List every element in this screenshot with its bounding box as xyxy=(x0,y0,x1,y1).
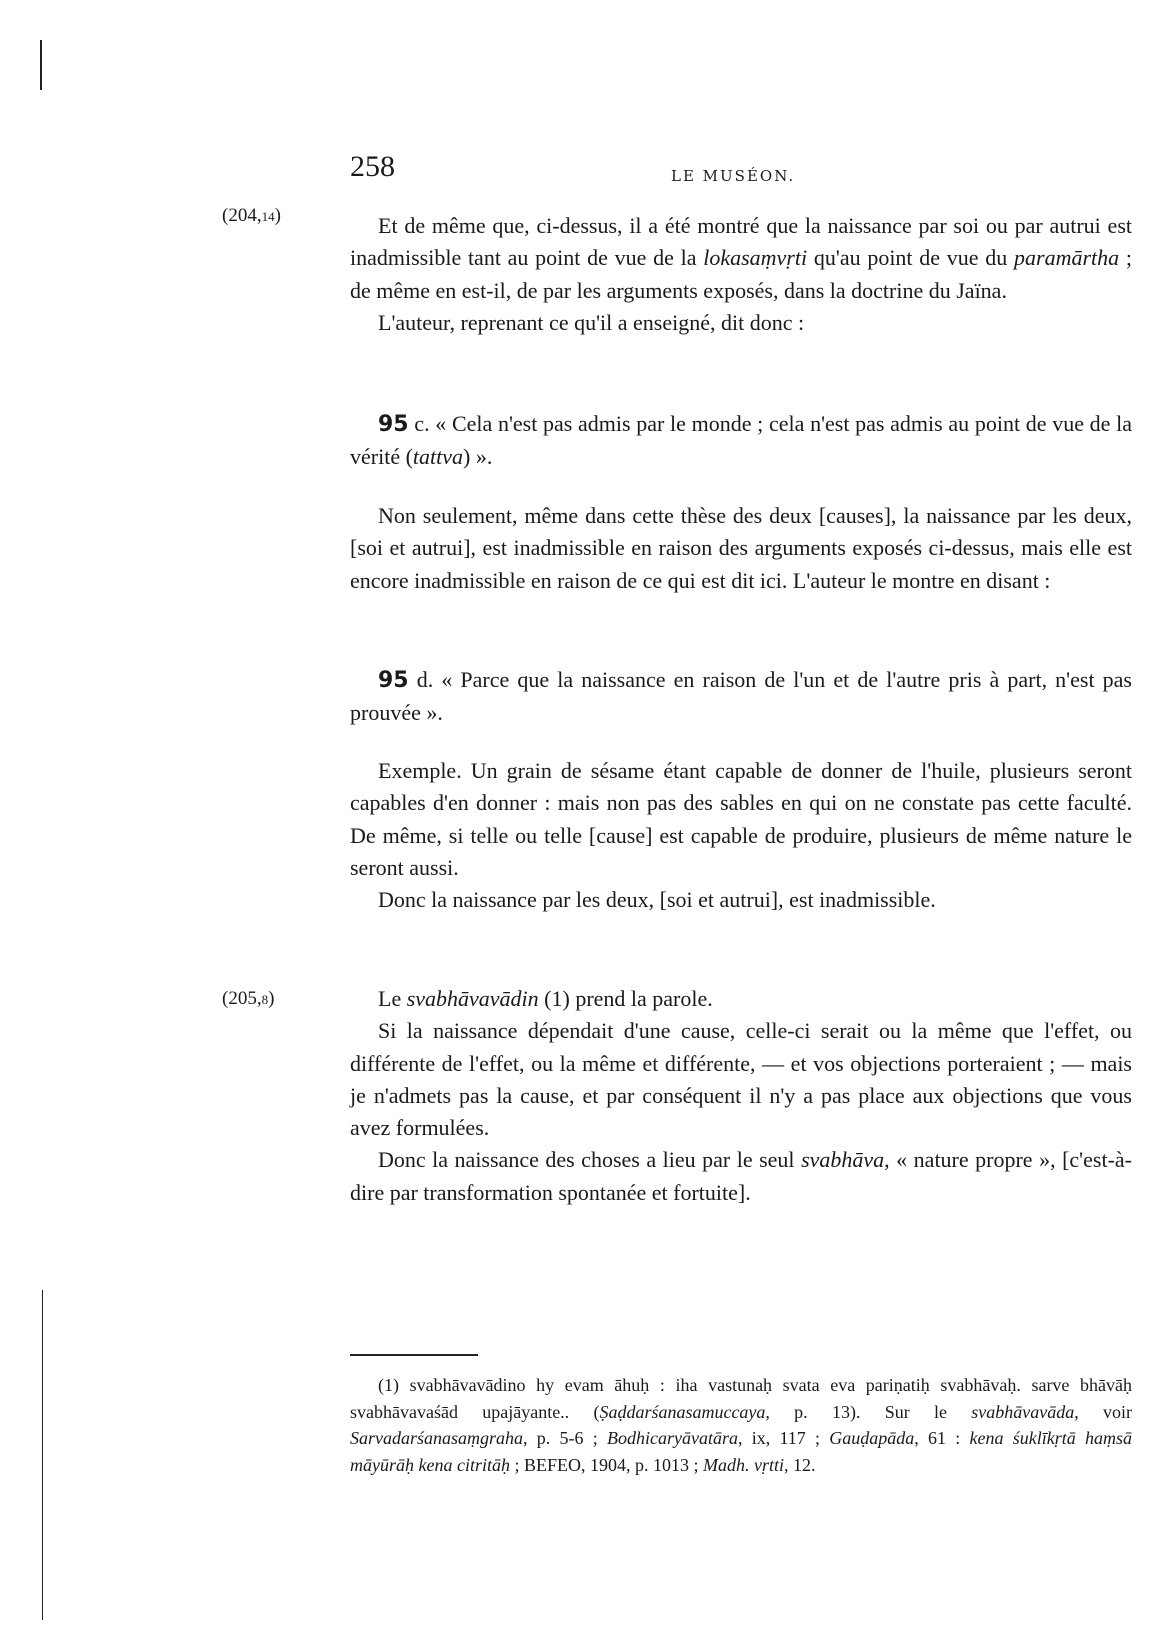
paragraph: Si la naissance dépendait d'une cause, celle-ci serait ou la même que l'effet, ou différente de l'effet, ou la même et différente, — et vos objections porteraient ; — mais je n'admets pas la cause, et par conséquent il n'y a pas place aux objections que vous avez formulées. xyxy=(350,1018,1132,1141)
paragraph xyxy=(350,1144,1132,1209)
text-block xyxy=(350,755,1132,916)
margin-ref-main: (204, xyxy=(222,205,262,226)
running-title: LE MUSÉON. xyxy=(671,167,796,185)
paragraph: Donc la naissance par les deux, [soi et autrui], est inadmissible. xyxy=(378,887,936,913)
margin-ref-close: ) xyxy=(268,988,275,1009)
page-number: 258 xyxy=(350,150,395,183)
margin-ref-sub: 8 xyxy=(261,992,269,1007)
margin-reference xyxy=(222,988,274,1010)
margin-ref-main: (205, xyxy=(222,988,262,1009)
margin-ref-close: ) xyxy=(274,205,281,226)
text-run: ; BEFEO, 1904, p. 1013 ; xyxy=(509,1454,703,1475)
text-run: , p. 13). Sur le xyxy=(765,1401,972,1422)
text-block xyxy=(350,210,1132,339)
italic-term: kena śuklīkṛtā haṃsā māyūrāḥ kena citritāḥ xyxy=(350,1428,1132,1475)
text-run: , p. 5-6 ; xyxy=(523,1428,607,1448)
italic-term: paramārtha xyxy=(1014,245,1120,271)
text-run: (1) prend la parole. xyxy=(538,986,713,1011)
text-run: , voir xyxy=(1074,1401,1132,1422)
text-run: Le xyxy=(378,986,407,1011)
scan-edge-line xyxy=(40,40,42,90)
italic-term: Madh. vṛtti xyxy=(703,1454,784,1475)
paragraph: L'auteur, reprenant ce qu'il a enseigné, dit donc : xyxy=(378,309,805,335)
verse xyxy=(350,408,1132,474)
italic-term: Sarvadarśanasaṃgraha xyxy=(350,1428,524,1448)
text-run: , « nature propre », [c'est-à-dire par transformation spontanée et fortuite]. xyxy=(350,1147,1132,1205)
italic-term: Gauḍapāda xyxy=(829,1428,915,1448)
italic-term: svabhāvavādin xyxy=(406,986,539,1011)
paragraph: Non seulement, même dans cette thèse des deux [causes], la naissance par les deux, [soi et autrui], est inadmissible en raison des arguments exposés ci-dessus, mais elle est encore inadmissible en raison de ce qui est dit ici. L'auteur le montre en disant : xyxy=(350,503,1132,593)
margin-ref-sub: 14 xyxy=(261,209,275,224)
paragraph xyxy=(350,210,1132,307)
footnote-rule xyxy=(350,1354,478,1356)
italic-term: lokasaṃvṛti xyxy=(703,245,808,271)
italic-term: svabhāva xyxy=(801,1147,885,1173)
text-run: , 12. xyxy=(784,1454,816,1475)
text-run: (1) svabhāvavādino hy evam āhuḥ : iha vastunaḥ svata eva pariṇatiḥ svabhāvaḥ. sarve bhāvāḥ svabhāvavaśād upajāyante.. ( xyxy=(350,1375,1132,1422)
italic-term: svabhāvavāda xyxy=(971,1401,1075,1422)
text-block xyxy=(350,983,1132,1209)
text-run: qu'au point de vue du xyxy=(807,245,1015,271)
text-run: ; de même en est-il, de par les arguments exposés, dans la doctrine du Jaïna. xyxy=(350,245,1132,303)
verse-number: 95 xyxy=(378,412,409,437)
paragraph xyxy=(350,983,1132,1015)
text-block xyxy=(350,500,1132,597)
footnote xyxy=(350,1372,1132,1478)
verse xyxy=(350,664,1132,730)
text-run: Et de même que, ci-dessus, il a été montré que la naissance par soi ou par autrui est inadmissible tant au point de vue de la xyxy=(350,213,1132,271)
verse-number: 95 xyxy=(378,668,409,693)
italic-term: Ṣaḍdarśanasamuccaya xyxy=(599,1401,766,1422)
italic-term: Bodhicaryāvatāra xyxy=(606,1428,738,1448)
text-run: ) ». xyxy=(463,444,493,470)
verse-block xyxy=(350,408,1132,474)
verse-block xyxy=(350,664,1132,730)
scan-edge-line xyxy=(42,1290,43,1620)
text-run: Donc la naissance des choses a lieu par le seul xyxy=(378,1147,802,1173)
text-run: , 61 : xyxy=(914,1428,970,1448)
text-run: c. « Cela n'est pas admis par le monde ; cela n'est pas admis au point de vue de la vérité ( xyxy=(350,411,1132,470)
text-run: , ix, 117 ; xyxy=(737,1428,830,1448)
text-run: d. « Parce que la naissance en raison de l'un et de l'autre pris à part, n'est pas prouvée ». xyxy=(350,667,1132,726)
italic-term: tattva xyxy=(412,444,464,470)
margin-reference xyxy=(222,205,281,227)
paragraph: Exemple. Un grain de sésame étant capable de donner de l'huile, plusieurs seront capables d'en donner : mais non pas des sables en qui on ne constate pas cette faculté. De même, si telle ou telle [cause] est capable de produire, plusieurs de même nature le seront aussi. xyxy=(350,758,1132,880)
